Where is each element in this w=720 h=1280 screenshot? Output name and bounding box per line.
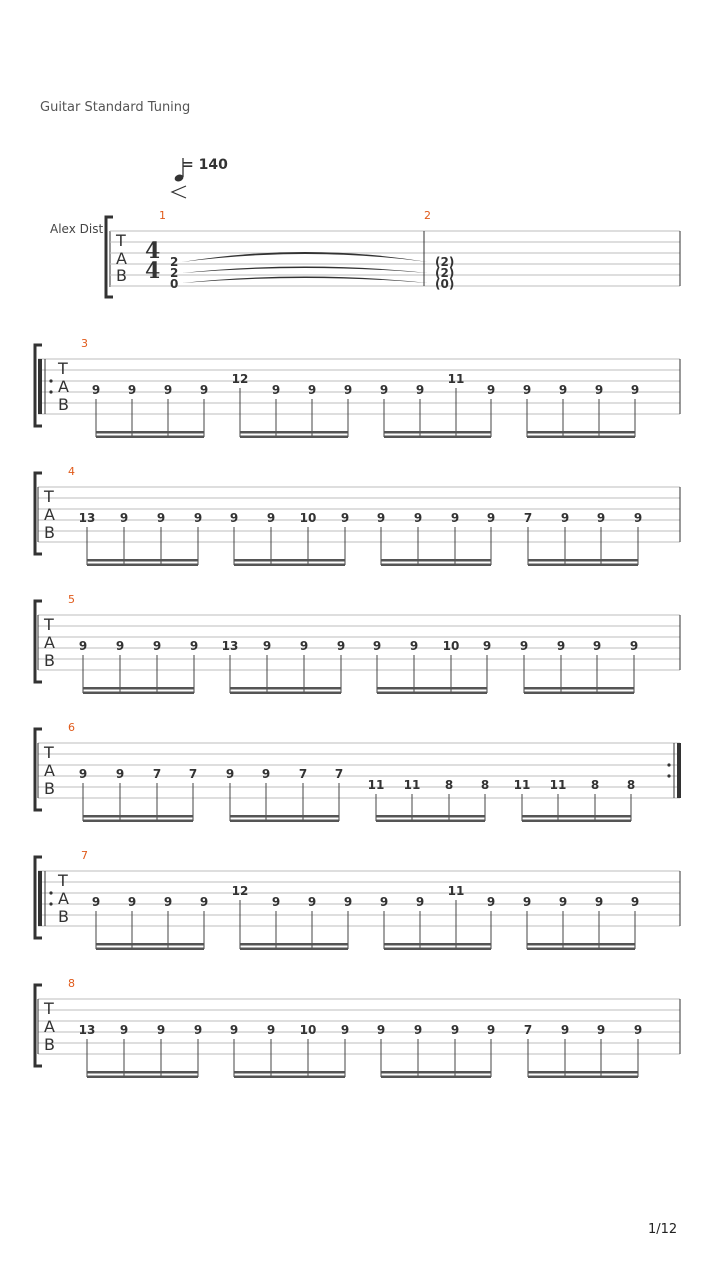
fret-number: 9 (78, 639, 88, 653)
fret-number: 9 (522, 383, 532, 397)
fret-number: 9 (91, 895, 101, 909)
fret-number: (2) (435, 266, 455, 280)
fret-number: 9 (261, 767, 271, 781)
system-5 (35, 721, 681, 822)
fret-number: 9 (91, 383, 101, 397)
note-beams (83, 687, 634, 694)
tab-letter-b: B (44, 651, 55, 670)
fret-number: 9 (594, 895, 604, 909)
fret-number: 9 (307, 895, 317, 909)
fret-number: (0) (435, 277, 455, 291)
fret-number: 9 (199, 895, 209, 909)
fret-number: 11 (513, 778, 531, 792)
fret-number: 9 (343, 895, 353, 909)
fret-number: 9 (266, 1023, 276, 1037)
system-7 (35, 977, 680, 1078)
tuning-label: Guitar Standard Tuning (40, 100, 191, 115)
tab-letter-t: T (44, 743, 54, 762)
fret-number: 7 (334, 767, 344, 781)
tab-letter-b: B (44, 1035, 55, 1054)
fret-number: 9 (119, 511, 129, 525)
fret-number: 9 (486, 383, 496, 397)
tab-letter-a: A (44, 505, 55, 524)
fret-number: 9 (376, 1023, 386, 1037)
fret-number: 13 (78, 1023, 96, 1037)
fret-number: 9 (127, 895, 137, 909)
fret-number: 9 (340, 511, 350, 525)
fret-number: 2 (170, 255, 179, 269)
tab-letter-a: A (44, 761, 55, 780)
fret-number: 9 (379, 383, 389, 397)
tab-letter-a: A (58, 889, 69, 908)
fret-number: 12 (231, 884, 249, 898)
fret-number: 9 (372, 639, 382, 653)
tie-arcs (182, 252, 428, 283)
fret-number: 9 (156, 1023, 166, 1037)
measure-number: 3 (81, 337, 88, 350)
page-number: 1/12 (648, 1222, 678, 1237)
tab-letter-b: B (44, 523, 55, 542)
measure-number: 6 (68, 721, 75, 734)
fret-number: 7 (188, 767, 198, 781)
fret-number: 9 (152, 639, 162, 653)
fret-number: 9 (343, 383, 353, 397)
fret-number: 9 (633, 1023, 643, 1037)
fret-number: 9 (266, 511, 276, 525)
tab-letter-b: B (58, 395, 69, 414)
fret-number: 7 (523, 511, 533, 525)
tab-letter-b: B (58, 907, 69, 926)
fret-number: 9 (558, 383, 568, 397)
fret-number: 9 (630, 383, 640, 397)
fret-number: 8 (444, 778, 454, 792)
fret-number: 9 (560, 1023, 570, 1037)
fret-number: 9 (307, 383, 317, 397)
tab-letter-t: T (58, 359, 68, 378)
fret-number: 9 (199, 383, 209, 397)
tab-letter-t: T (44, 999, 54, 1018)
fret-number: 9 (482, 639, 492, 653)
fret-number: 9 (592, 639, 602, 653)
fret-number: 9 (229, 511, 239, 525)
fret-number: 9 (415, 383, 425, 397)
fret-number: 9 (229, 1023, 239, 1037)
fret-number: 9 (633, 511, 643, 525)
tab-letter-t: T (116, 231, 126, 250)
note-beams (87, 1071, 638, 1078)
fret-number: 11 (447, 884, 465, 898)
repeat-start (38, 359, 42, 414)
fret-number: 9 (163, 895, 173, 909)
fret-number: 9 (299, 639, 309, 653)
fret-number: 9 (450, 511, 460, 525)
fret-number: 13 (78, 511, 96, 525)
tab-letter-a: A (58, 377, 69, 396)
fret-number: 9 (630, 895, 640, 909)
staff-lines (38, 615, 680, 670)
fret-number: 9 (225, 767, 235, 781)
measure-number: 2 (424, 209, 431, 222)
fret-number: 7 (298, 767, 308, 781)
fret-number: 9 (556, 639, 566, 653)
fret-number: 9 (78, 767, 88, 781)
fret-number: 2 (170, 266, 179, 280)
fret-number: 9 (450, 1023, 460, 1037)
system-4 (35, 593, 680, 694)
tab-letter-t: T (44, 487, 54, 506)
fret-number: 9 (413, 511, 423, 525)
measure-number: 5 (68, 593, 75, 606)
time-signature-bottom: 4 (145, 258, 161, 284)
note-stems (96, 900, 635, 949)
tab-letter-a: A (44, 633, 55, 652)
fret-number: 11 (549, 778, 567, 792)
tempo-value: = 140 (182, 157, 228, 173)
measure-number: 1 (159, 209, 166, 222)
fret-number: 8 (480, 778, 490, 792)
fret-number: 9 (486, 895, 496, 909)
fret-number: 8 (626, 778, 636, 792)
fret-number: 9 (193, 511, 203, 525)
fret-number: 9 (522, 895, 532, 909)
fret-number: 9 (271, 895, 281, 909)
system-2 (35, 337, 680, 438)
staff-lines (38, 743, 680, 798)
fret-number: 9 (115, 639, 125, 653)
fret-number: 9 (127, 383, 137, 397)
fret-number: 9 (596, 1023, 606, 1037)
fret-number: 9 (262, 639, 272, 653)
time-signature-top: 4 (145, 238, 161, 264)
fret-number: 9 (119, 1023, 129, 1037)
fret-number: 10 (299, 1023, 317, 1037)
repeat-end (667, 763, 670, 766)
measure-number: 8 (68, 977, 75, 990)
instrument-name: Alex Dist (50, 222, 104, 236)
fret-number: 10 (299, 511, 317, 525)
fret-number: 13 (221, 639, 239, 653)
fret-number: 10 (442, 639, 460, 653)
fret-number: 9 (629, 639, 639, 653)
fret-number: 9 (115, 767, 125, 781)
fret-number: 11 (447, 372, 465, 386)
fret-number: 0 (170, 277, 179, 291)
fret-number: 8 (590, 778, 600, 792)
fret-number: 11 (367, 778, 385, 792)
fret-number: 9 (486, 1023, 496, 1037)
fret-number: 9 (409, 639, 419, 653)
fret-number: 9 (558, 895, 568, 909)
staff-lines (110, 231, 680, 286)
fret-number: 9 (340, 1023, 350, 1037)
note-beams (83, 815, 631, 822)
fret-number: 7 (152, 767, 162, 781)
fret-number: 9 (156, 511, 166, 525)
fret-number: 9 (376, 511, 386, 525)
fret-number: 9 (596, 511, 606, 525)
staff-lines (38, 487, 680, 542)
fret-number: 9 (519, 639, 529, 653)
note-beams (96, 943, 635, 950)
fret-number: 9 (336, 639, 346, 653)
fret-number: 12 (231, 372, 249, 386)
tab-letter-a: A (116, 249, 127, 268)
fret-number: 9 (560, 511, 570, 525)
measure-number: 4 (68, 465, 75, 478)
fret-number: (2) (435, 255, 455, 269)
tab-letter-t: T (58, 871, 68, 890)
note-stems (96, 388, 635, 437)
fret-number: 9 (486, 511, 496, 525)
tab-letter-b: B (44, 779, 55, 798)
system-1 (106, 209, 680, 297)
repeat-start (38, 871, 42, 926)
fret-number: 7 (523, 1023, 533, 1037)
system-6 (35, 849, 680, 950)
fret-number: 9 (271, 383, 281, 397)
fret-number: 9 (594, 383, 604, 397)
note-beams (87, 559, 638, 566)
fret-number: 9 (379, 895, 389, 909)
measure-number: 7 (81, 849, 88, 862)
fret-number: 9 (193, 1023, 203, 1037)
tab-letter-b: B (116, 266, 127, 285)
fret-number: 9 (163, 383, 173, 397)
fret-number: 9 (415, 895, 425, 909)
system-3 (35, 465, 680, 566)
fret-number: 9 (189, 639, 199, 653)
tab-letter-t: T (44, 615, 54, 634)
tab-letter-a: A (44, 1017, 55, 1036)
fret-number: 9 (413, 1023, 423, 1037)
fret-number: 11 (403, 778, 421, 792)
note-beams (96, 431, 635, 438)
staff-lines (38, 999, 680, 1054)
